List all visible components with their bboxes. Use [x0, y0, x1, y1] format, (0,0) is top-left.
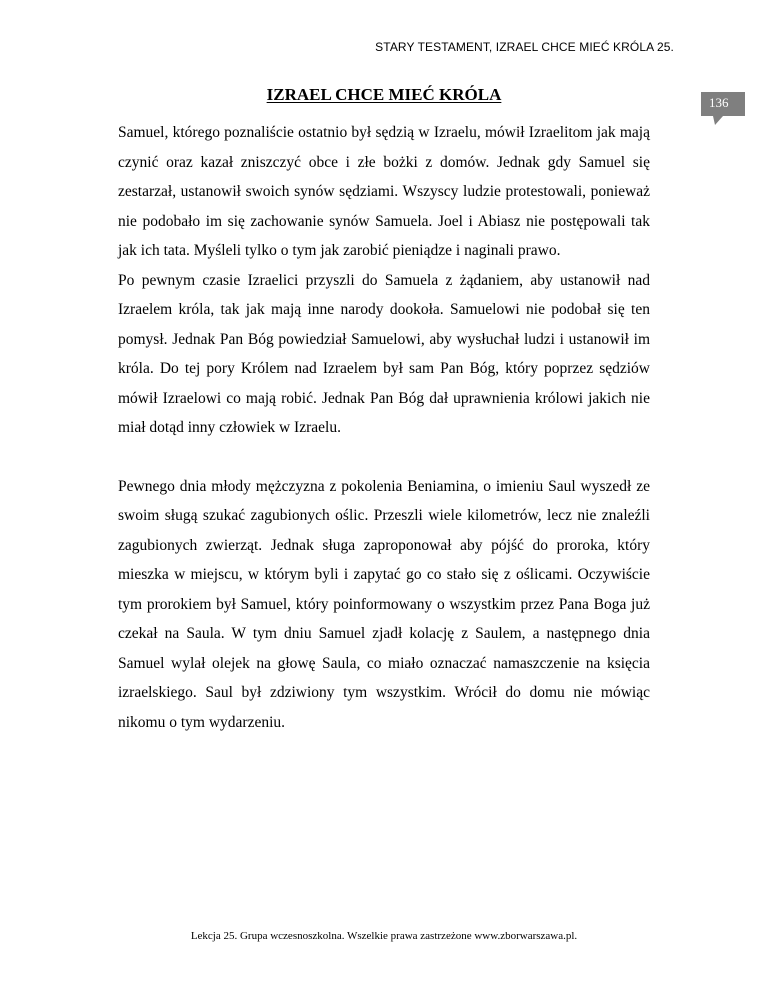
running-header: STARY TESTAMENT, IZRAEL CHCE MIEĆ KRÓLA 25. — [375, 40, 674, 54]
page-title: IZRAEL CHCE MIEĆ KRÓLA — [266, 85, 502, 104]
page-number: 136 — [709, 95, 729, 110]
page-footer: Lekcja 25. Grupa wczesnoszkolna. Wszelkie prawa zastrzeżone www.zborwarszawa.pl. — [190, 930, 578, 942]
paragraph-spacer — [118, 443, 650, 472]
paragraph-1: Samuel, którego poznaliście ostatnio był sędzią w Izraelu, mówił Izraelitom jak mają czynić oraz kazał zniszczyć obce i złe bożki z domów. Jednak gdy Samuel się zestarzał, ustanowił swoich synów sędziami. Wszyscy ludzie protestowali, ponieważ nie podobało im się zachowanie synów Samuela. Joel i Abiasz nie postępowali tak jak ich tata. Myśleli tylko o tym jak zarobić pieniądze i naginali prawo. — [118, 124, 650, 259]
article-body — [118, 118, 650, 737]
page-number-tab — [701, 92, 745, 126]
paragraph-3: Pewnego dnia młody mężczyzna z pokolenia Beniamina, o imieniu Saul wyszedł ze swoim sługą szukać zagubionych oślic. Przeszli wiele kilometrów, lecz nie znaleźli zagubionych zwierząt. Jednak sługa zaproponował aby pójść do proroka, który mieszka w miejscu, w którym byli i zapytać go co stało się z oślicami. Oczywiście tym prorokiem był Samuel, który poinformowany o wszystkim przez Pana Boga już czekał na Saula. W tym dniu Samuel zjadł kolację z Saulem, a następnego dnia Samuel wylał olejek na głowę Saula, co miało oznaczać namaszczenie na księcia izraelskiego. Saul był zdziwiony tym wszystkim. Wrócił do domu nie mówiąc nikomu o tym wydarzeniu. — [118, 477, 650, 731]
paragraph-2: Po pewnym czasie Izraelici przyszli do Samuela z żądaniem, aby ustanowił nad Izraelem króla, tak jak mają inne narody dookoła. Samuelowi nie podobał się ten pomysł. Jednak Pan Bóg powiedział Samuelowi, aby wysłuchał ludzi i ustanowił im króla. Do tej pory Królem nad Izraelem był sam Pan Bóg, który poprzez sędziów mówił Izraelowi co mają robić. Jednak Pan Bóg dał uprawnienia królowi jakich nie miał dotąd inny człowiek w Izraelu. — [118, 271, 650, 436]
